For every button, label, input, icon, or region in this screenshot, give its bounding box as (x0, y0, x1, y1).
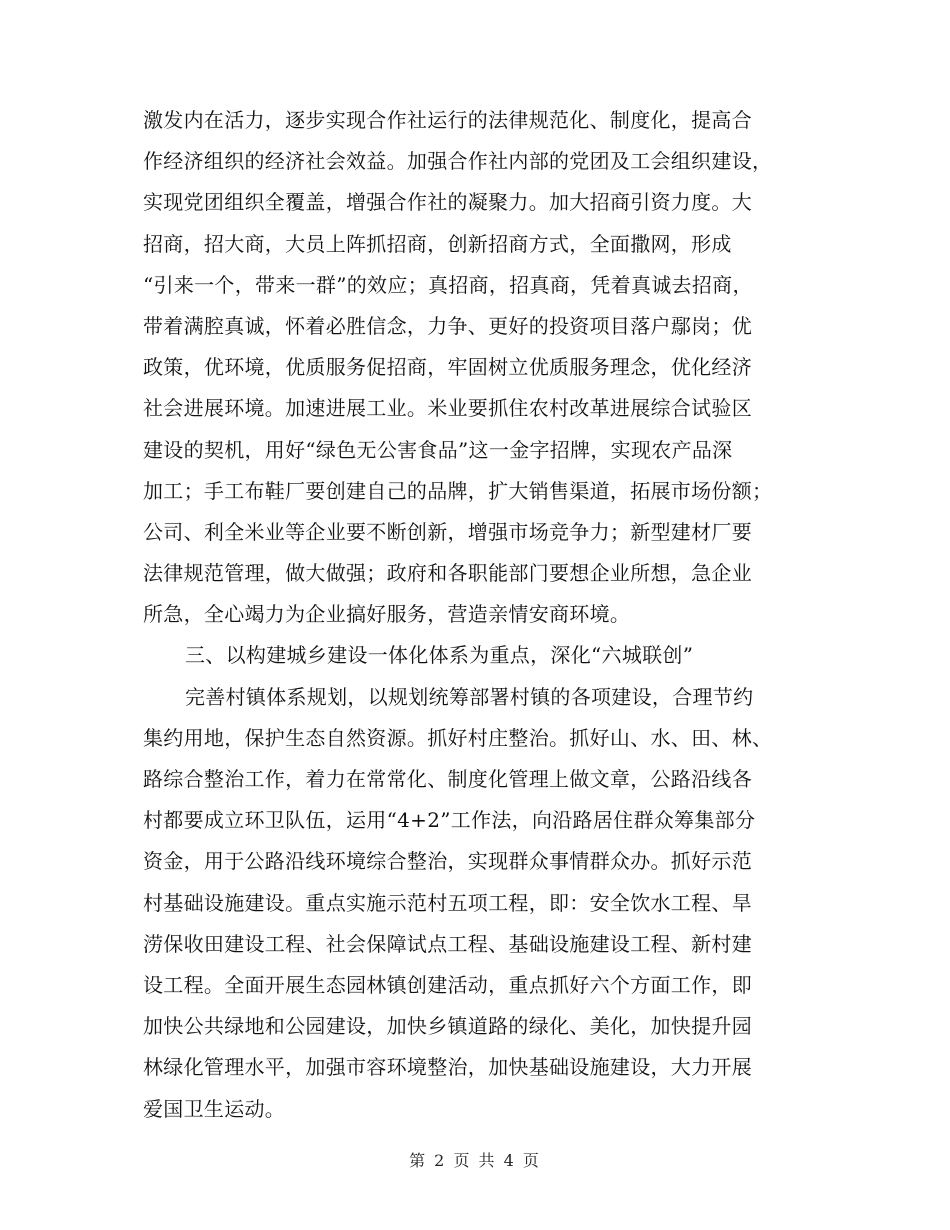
text-line: 设工程。全面开展生态园林镇创建活动，重点抓好六个方面工作，即 (143, 972, 752, 997)
text-line: 爱国卫生运动。 (143, 1096, 286, 1121)
text-line: 带着满腔真诚，怀着必胜信念，力争、更好的投资项目落户鄢岗；优 (143, 313, 752, 338)
text-line: 招商，招大商，大员上阵抓招商，创新招商方式，全面撒网，形成 (143, 231, 732, 256)
text-line: 林绿化管理水平，加强市容环境整治，加快基础设施建设，大力开展 (143, 1055, 752, 1080)
text-line: 公司、利全米业等企业要不断创新，增强市场竞争力；新型建材厂要 (143, 519, 752, 544)
page-number-footer: 第 2 页 共 4 页 (409, 1151, 541, 1170)
text-line: 政策，优环境，优质服务促招商，牢固树立优质服务理念，优化经济 (143, 355, 752, 380)
text-line: 涝保收田建设工程、社会保障试点工程、基础设施建设工程、新村建 (143, 931, 752, 956)
text-line: 路综合整治工作，着力在常常化、制度化管理上做文章，公路沿线各 (143, 767, 752, 791)
text-line: 加工；手工布鞋厂要创建自己的品牌，扩大销售渠道，拓展市场份额； (143, 478, 773, 503)
text-line: “引来一个，带来一群”的效应；真招商，招真商，凭着真诚去招商， (143, 272, 753, 297)
paragraph-first-line: 完善村镇体系规划，以规划统筹部署村镇的各项建设，合理节约 (185, 684, 754, 709)
text-line: 社会进展环境。加速进展工业。米业要抓住农村改革进展综合试验区 (143, 396, 752, 421)
section-heading: 三、以构建城乡建设一体化体系为重点，深化“六城联创” (185, 643, 694, 668)
text-line: 集约用地，保护生态自然资源。抓好村庄整治。抓好山、水、田、林、 (143, 725, 773, 750)
text-line: 村基础设施建设。重点实施示范村五项工程，即：安全饮水工程、旱 (143, 890, 752, 915)
text-line: 所急，全心竭力为企业搞好服务，营造亲情安商环境。 (143, 602, 631, 627)
text-line: 加快公共绿地和公园建设，加快乡镇道路的绿化、美化，加快提升园 (143, 1014, 752, 1039)
text-line: 作经济组织的经济社会效益。加强合作社内部的党团及工会组织建设， (143, 149, 773, 174)
text-line: 激发内在活力，逐步实现合作社运行的法律规范化、制度化，提高合 (143, 108, 752, 132)
text-line: 资金，用于公路沿线环境综合整治，实现群众事情群众办。抓好示范 (143, 849, 752, 874)
text-line: 法律规范管理，做大做强；政府和各职能部门要想企业所想，急企业 (143, 561, 752, 586)
body-text (143, 100, 808, 1130)
text-line: 实现党团组织全覆盖，增强合作社的凝聚力。加大招商引资力度。大 (143, 190, 752, 215)
text-line: 村都要成立环卫队伍，运用“4+2”工作法，向沿路居住群众筹集部分 (143, 808, 756, 833)
text-line: 建设的契机，用好“绿色无公害食品”这一金字招牌，实现农产品深 (143, 437, 733, 462)
